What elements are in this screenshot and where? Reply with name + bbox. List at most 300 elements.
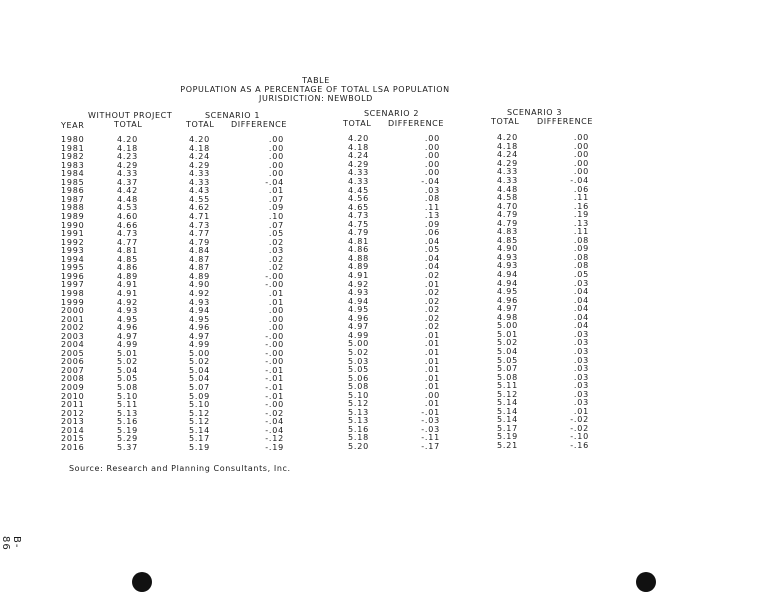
table-cell-s3d: .04 xyxy=(573,287,589,297)
table-cell-s2t: 4.89 xyxy=(348,262,370,272)
table-cell-s2t: 4.81 xyxy=(348,236,370,246)
table-cell-s3d: .11 xyxy=(573,227,589,237)
table-cell-year: 2010 xyxy=(61,391,85,401)
table-cell-wp: 4.89 xyxy=(117,271,139,281)
table-cell-s2d: .09 xyxy=(424,219,440,229)
table-cell-wp: 4.23 xyxy=(117,152,139,162)
table-cell-s2t: 5.03 xyxy=(348,356,370,366)
table-cell-s1d: .00 xyxy=(268,314,284,324)
table-cell-s2t: 5.08 xyxy=(348,382,370,392)
table-cell-year: 1985 xyxy=(61,177,85,187)
table-cell-s1d: .09 xyxy=(268,203,284,213)
table-cell-s3d: .03 xyxy=(573,338,589,348)
table-cell-wp: 5.01 xyxy=(117,348,139,358)
table-cell-s1t: 4.71 xyxy=(189,211,211,221)
table-cell-s1d: -.04 xyxy=(265,417,284,427)
table-cell-year: 1994 xyxy=(61,254,85,264)
table-cell-year: 2001 xyxy=(61,314,85,324)
table-cell-wp: 5.10 xyxy=(117,391,139,401)
table-cell-s1t: 5.04 xyxy=(189,374,211,384)
table-cell-wp: 5.37 xyxy=(117,442,139,452)
table-cell-s1t: 5.12 xyxy=(189,417,211,427)
table-cell-wp: 4.97 xyxy=(117,331,139,341)
table-cell-s3t: 5.04 xyxy=(497,346,519,356)
table-cell-s1d: .01 xyxy=(268,297,284,307)
table-cell-s3t: 4.33 xyxy=(497,167,519,177)
table-cell-s2d: .04 xyxy=(424,236,440,246)
table-cell-s2d: .04 xyxy=(424,262,440,272)
table-cell-wp: 4.42 xyxy=(117,186,139,196)
table-cell-s3t: 4.18 xyxy=(497,141,519,151)
table-cell-s3d: .00 xyxy=(573,167,589,177)
table-cell-s2d: .01 xyxy=(424,339,440,349)
source-note: Source: Research and Planning Consultants, Inc. xyxy=(69,464,291,473)
table-cell-s1d: .10 xyxy=(268,211,284,221)
table-cell-s3t: 4.48 xyxy=(497,184,519,194)
table-cell-s3d: .04 xyxy=(573,312,589,322)
table-cell-s3t: 5.17 xyxy=(497,423,519,433)
table-cell-s2d: .03 xyxy=(424,185,440,195)
table-cell-s3t: 5.08 xyxy=(497,372,519,382)
table-cell-s1d: .07 xyxy=(268,220,284,230)
table-cell-s3d: .04 xyxy=(573,295,589,305)
table-cell-s2t: 4.93 xyxy=(348,288,370,298)
table-cell-s1d: .01 xyxy=(268,186,284,196)
table-cell-year: 1991 xyxy=(61,229,85,239)
table-cell-s2t: 4.96 xyxy=(348,313,370,323)
table-cell-s3t: 5.12 xyxy=(497,389,519,399)
table-cell-s3d: .03 xyxy=(573,278,589,288)
table-cell-year: 1984 xyxy=(61,169,85,179)
table-cell-wp: 4.37 xyxy=(117,177,139,187)
table-cell-s3t: 4.94 xyxy=(497,278,519,288)
table-cell-s1d: -.00 xyxy=(265,280,284,290)
table-cell-s1d: .00 xyxy=(268,160,284,170)
table-cell-wp: 4.53 xyxy=(117,203,139,213)
table-cell-wp: 4.93 xyxy=(117,306,139,315)
table-cell-s1t: 4.55 xyxy=(189,194,211,204)
header-scenario-1: SCENARIO 1 xyxy=(205,111,261,120)
table-cell-s3d: .03 xyxy=(573,364,589,374)
table-cell-s3t: 5.19 xyxy=(497,432,519,442)
table-cell-s2d: .04 xyxy=(424,253,440,263)
table-cell-s1t: 4.18 xyxy=(189,143,211,153)
table-cell-s3t: 4.85 xyxy=(497,235,519,245)
table-cell-s1t: 4.94 xyxy=(189,306,211,315)
table-cell-wp: 4.77 xyxy=(117,237,139,247)
table-cell-s2d: .00 xyxy=(424,134,440,144)
table-cell-wp: 4.86 xyxy=(117,263,139,273)
table-cell-s1t: 4.33 xyxy=(189,177,211,187)
table-cell-s2d: .02 xyxy=(424,322,440,332)
table-cell-s2d: -.11 xyxy=(421,433,440,443)
table-cell-year: 1983 xyxy=(61,160,85,170)
table-cell-s2t: 4.91 xyxy=(348,271,370,280)
header-scenario-3: SCENARIO 3 xyxy=(507,108,563,117)
table-cell-s3t: 5.02 xyxy=(497,338,519,348)
table-cell-s2d: .01 xyxy=(424,399,440,409)
table-cell-s1t: 4.87 xyxy=(189,263,211,273)
table-cell-s3t: 4.98 xyxy=(497,312,519,322)
table-cell-s1d: .00 xyxy=(268,143,284,153)
table-cell-s2d: .02 xyxy=(424,271,440,280)
table-cell-s2d: .08 xyxy=(424,194,440,204)
table-cell-s2d: .00 xyxy=(424,142,440,152)
table-cell-s2t: 4.73 xyxy=(348,211,370,221)
table-cell-year: 1999 xyxy=(61,297,85,307)
table-cell-s1d: -.01 xyxy=(265,365,284,375)
table-cell-s1t: 5.02 xyxy=(189,357,211,367)
table-cell-s2t: 4.86 xyxy=(348,245,370,255)
table-cell-s1t: 4.93 xyxy=(189,297,211,307)
table-cell-s2t: 4.33 xyxy=(348,168,370,178)
table-cell-wp: 4.91 xyxy=(117,288,139,298)
table-cell-s3d: .16 xyxy=(573,201,589,211)
table-cell-s3t: 4.83 xyxy=(497,227,519,237)
table-cell-s2t: 4.56 xyxy=(348,194,370,204)
table-cell-wp: 5.29 xyxy=(117,434,139,444)
table-cell-year: 1988 xyxy=(61,203,85,213)
table-cell-s1d: .02 xyxy=(268,263,284,273)
table-cell-s2t: 5.13 xyxy=(348,416,370,426)
table-cell-s2d: .02 xyxy=(424,296,440,306)
table-cell-s1d: -.04 xyxy=(265,425,284,435)
table-cell-s2d: .06 xyxy=(424,228,440,238)
table-cell-s1d: -.00 xyxy=(265,271,284,281)
table-cell-s3t: 4.95 xyxy=(497,287,519,297)
table-cell-s3d: .00 xyxy=(573,133,589,143)
table-cell-s1t: 4.92 xyxy=(189,288,211,298)
table-cell-s2t: 5.06 xyxy=(348,373,370,383)
table-cell-year: 2002 xyxy=(61,323,85,333)
table-cell-year: 2011 xyxy=(61,400,85,410)
table-cell-s3d: -.02 xyxy=(570,415,589,425)
table-cell-s3d: .05 xyxy=(573,270,589,279)
table-cell-s1t: 4.97 xyxy=(189,331,211,341)
table-cell-s3d: -.02 xyxy=(570,423,589,433)
table-cell-wp: 4.85 xyxy=(117,254,139,264)
table-cell-s2t: 5.16 xyxy=(348,424,370,434)
table-cell-s1t: 5.07 xyxy=(189,383,211,392)
table-cell-s3d: -.04 xyxy=(570,175,589,185)
table-cell-s3d: .09 xyxy=(573,244,589,254)
table-cell-s1d: -.00 xyxy=(265,340,284,350)
table-cell-s1d: .03 xyxy=(268,246,284,256)
table-cell-s2t: 5.18 xyxy=(348,433,370,443)
table-cell-s3d: .19 xyxy=(573,210,589,220)
header-wp-total: TOTAL xyxy=(114,120,143,129)
table-cell-s2d: .00 xyxy=(424,151,440,161)
table-cell-year: 1992 xyxy=(61,237,85,247)
table-cell-year: 2013 xyxy=(61,417,85,427)
table-cell-s2t: 4.24 xyxy=(348,151,370,161)
table-cell-wp: 4.18 xyxy=(117,143,139,153)
table-cell-s2d: .01 xyxy=(424,382,440,392)
table-cell-s2d: .01 xyxy=(424,347,440,357)
table-cell-wp: 4.60 xyxy=(117,211,139,221)
table-cell-year: 2009 xyxy=(61,383,85,392)
table-cell-year: 1993 xyxy=(61,246,85,256)
table-cell-s1t: 4.29 xyxy=(189,160,211,170)
table-cell-s3t: 5.21 xyxy=(497,441,519,450)
table-cell-wp: 4.66 xyxy=(117,220,139,230)
table-cell-s2t: 5.20 xyxy=(348,442,370,451)
table-cell-s2d: -.04 xyxy=(421,176,440,186)
table-cell-year: 1990 xyxy=(61,220,85,230)
table-cell-year: 1998 xyxy=(61,288,85,298)
table-cell-wp: 5.11 xyxy=(117,400,139,410)
table-cell-year: 2016 xyxy=(61,442,85,452)
table-cell-s1d: .01 xyxy=(268,288,284,298)
table-cell-s3d: .08 xyxy=(573,235,589,245)
table-cell-s3d: .00 xyxy=(573,158,589,168)
table-cell-s3d: .06 xyxy=(573,184,589,194)
table-cell-s1t: 4.79 xyxy=(189,237,211,247)
table-cell-s1t: 4.62 xyxy=(189,203,211,213)
table-cell-s1t: 4.87 xyxy=(189,254,211,264)
table-cell-year: 1982 xyxy=(61,152,85,162)
table-cell-year: 1981 xyxy=(61,143,85,153)
table-cell-s3d: -.16 xyxy=(570,441,589,450)
table-cell-s2d: .05 xyxy=(424,245,440,255)
table-cell-s1t: 4.95 xyxy=(189,314,211,324)
table-cell-s2d: .00 xyxy=(424,159,440,169)
table-cell-s1d: .00 xyxy=(268,169,284,179)
table-cell-wp: 4.20 xyxy=(117,135,139,144)
table-cell-s2d: -.03 xyxy=(421,424,440,434)
table-cell-s3d: .03 xyxy=(573,355,589,365)
table-cell-s3t: 4.70 xyxy=(497,201,519,211)
table-cell-s1d: .00 xyxy=(268,306,284,315)
table-cell-s2d: .00 xyxy=(424,390,440,400)
table-cell-year: 2015 xyxy=(61,434,85,444)
table-cell-s2d: .01 xyxy=(424,330,440,340)
table-cell-s3t: 4.79 xyxy=(497,218,519,228)
table-cell-wp: 5.05 xyxy=(117,374,139,384)
table-cell-s3t: 4.97 xyxy=(497,304,519,314)
table-cell-s1t: 5.10 xyxy=(189,400,211,410)
table-cell-s2t: 5.02 xyxy=(348,347,370,357)
table-cell-s1t: 4.99 xyxy=(189,340,211,350)
table-cell-s2t: 4.33 xyxy=(348,176,370,186)
table-cell-s1d: -.00 xyxy=(265,331,284,341)
table-cell-s1t: 5.17 xyxy=(189,434,211,444)
table-cell-year: 2007 xyxy=(61,365,85,375)
table-cell-s2d: .13 xyxy=(424,211,440,221)
table-cell-s3t: 4.79 xyxy=(497,210,519,220)
table-cell-year: 2014 xyxy=(61,425,85,435)
table-cell-s1t: 4.43 xyxy=(189,186,211,196)
table-cell-s3t: 4.29 xyxy=(497,158,519,168)
table-cell-s1d: .05 xyxy=(268,229,284,239)
table-cell-year: 1980 xyxy=(61,135,85,144)
table-cell-s2t: 4.18 xyxy=(348,142,370,152)
table-cell-wp: 5.02 xyxy=(117,357,139,367)
table-cell-year: 1989 xyxy=(61,211,85,221)
header-s3-difference: DIFFERENCE xyxy=(537,117,594,126)
table-cell-s1d: .02 xyxy=(268,254,284,264)
table-cell-s2t: 4.95 xyxy=(348,305,370,315)
table-cell-s1d: .00 xyxy=(268,135,284,144)
table-cell-year: 1986 xyxy=(61,186,85,196)
table-cell-s3d: .03 xyxy=(573,381,589,391)
table-cell-s3t: 4.20 xyxy=(497,133,519,143)
table-cell-year: 1997 xyxy=(61,280,85,290)
header-without-project: WITHOUT PROJECT xyxy=(88,111,173,120)
table-cell-wp: 5.13 xyxy=(117,408,139,418)
table-cell-s1d: -.19 xyxy=(265,442,284,452)
header-year: YEAR xyxy=(61,121,85,130)
table-cell-s2d: .02 xyxy=(424,288,440,298)
table-cell-s3d: .04 xyxy=(573,304,589,314)
table-cell-s2t: 4.94 xyxy=(348,296,370,306)
table-cell-wp: 5.04 xyxy=(117,365,139,375)
table-cell-s2t: 5.00 xyxy=(348,339,370,349)
table-cell-s3t: 5.14 xyxy=(497,398,519,408)
table-cell-s2d: .11 xyxy=(424,202,440,212)
table-cell-s1d: -.12 xyxy=(265,434,284,444)
header-s2-difference: DIFFERENCE xyxy=(388,119,445,128)
header-s2-total: TOTAL xyxy=(343,119,372,128)
table-cell-s1d: -.01 xyxy=(265,374,284,384)
table-cell-s3t: 5.01 xyxy=(497,329,519,339)
table-cell-s1d: .07 xyxy=(268,194,284,204)
table-cell-s3t: 4.96 xyxy=(497,295,519,305)
table-cell-wp: 4.95 xyxy=(117,314,139,324)
table-cell-s1d: -.00 xyxy=(265,357,284,367)
table-cell-s1t: 5.12 xyxy=(189,408,211,418)
table-cell-wp: 4.48 xyxy=(117,194,139,204)
table-cell-s2d: .01 xyxy=(424,373,440,383)
table-cell-s1d: -.00 xyxy=(265,400,284,410)
table-cell-s1t: 5.14 xyxy=(189,425,211,435)
table-cell-s1t: 4.90 xyxy=(189,280,211,290)
table-cell-wp: 4.91 xyxy=(117,280,139,290)
table-cell-s3d: .03 xyxy=(573,389,589,399)
table-cell-s3t: 5.11 xyxy=(497,381,519,391)
table-cell-s1t: 4.84 xyxy=(189,246,211,256)
table-cell-s1d: -.04 xyxy=(265,177,284,187)
table-cell-s2t: 4.20 xyxy=(348,134,370,144)
table-cell-wp: 4.73 xyxy=(117,229,139,239)
table-cell-s2t: 4.99 xyxy=(348,330,370,340)
table-cell-year: 2008 xyxy=(61,374,85,384)
table-cell-s3d: -.10 xyxy=(570,432,589,442)
table-cell-wp: 5.08 xyxy=(117,383,139,392)
table-cell-s1d: .00 xyxy=(268,323,284,333)
table-cell-wp: 4.29 xyxy=(117,160,139,170)
table-cell-year: 2012 xyxy=(61,408,85,418)
table-cell-s2t: 4.65 xyxy=(348,202,370,212)
table-cell-s1d: -.01 xyxy=(265,383,284,392)
table-cell-s3d: .01 xyxy=(573,406,589,416)
table-cell-s3t: 5.00 xyxy=(497,321,519,331)
table-cell-s1t: 5.19 xyxy=(189,442,211,452)
table-cell-s3t: 4.93 xyxy=(497,261,519,271)
table-cell-s3d: .00 xyxy=(573,141,589,151)
header-scenario-2: SCENARIO 2 xyxy=(364,109,420,118)
table-cell-wp: 5.16 xyxy=(117,417,139,427)
table-cell-s2t: 5.12 xyxy=(348,399,370,409)
table-cell-s2t: 4.29 xyxy=(348,159,370,169)
table-cell-s1t: 4.73 xyxy=(189,220,211,230)
table-cell-s2d: -.17 xyxy=(421,442,440,451)
table-cell-s3t: 4.33 xyxy=(497,175,519,185)
table-cell-year: 2004 xyxy=(61,340,85,350)
table-cell-s3d: .00 xyxy=(573,150,589,160)
table-cell-s2d: .02 xyxy=(424,313,440,323)
page-number-side xyxy=(0,268,40,551)
table-cell-year: 2005 xyxy=(61,348,85,358)
table-cell-s2d: -.01 xyxy=(421,407,440,417)
table-cell-s2t: 4.88 xyxy=(348,253,370,263)
table-cell-year: 2000 xyxy=(61,306,85,315)
table-cell-s3d: .11 xyxy=(573,193,589,203)
table-cell-s1t: 5.04 xyxy=(189,365,211,375)
table-cell-s3t: 4.93 xyxy=(497,252,519,262)
table-jurisdiction: JURISDICTION: NEWBOLD xyxy=(259,94,373,103)
table-cell-s2d: .00 xyxy=(424,168,440,178)
table-cell-s3d: .08 xyxy=(573,261,589,271)
table-cell-s2t: 4.79 xyxy=(348,228,370,238)
table-cell-s1d: -.01 xyxy=(265,391,284,401)
table-cell-s2d: .01 xyxy=(424,365,440,375)
table-cell-s2d: -.03 xyxy=(421,416,440,426)
table-cell-s2t: 5.13 xyxy=(348,407,370,417)
table-cell-year: 1987 xyxy=(61,194,85,204)
table-cell-wp: 4.33 xyxy=(117,169,139,179)
punch-hole-left xyxy=(132,572,152,592)
table-cell-s1t: 4.33 xyxy=(189,169,211,179)
table-cell-s3d: .03 xyxy=(573,329,589,339)
header-s3-total: TOTAL xyxy=(491,117,520,126)
table-cell-wp: 4.81 xyxy=(117,246,139,256)
table-cell-s1t: 4.89 xyxy=(189,271,211,281)
table-cell-s2d: .02 xyxy=(424,305,440,315)
table-cell-s2d: .01 xyxy=(424,279,440,289)
table-cell-s2t: 5.05 xyxy=(348,365,370,375)
table-cell-wp: 5.19 xyxy=(117,425,139,435)
table-cell-s3t: 5.05 xyxy=(497,355,519,365)
table-cell-year: 1995 xyxy=(61,263,85,273)
table-cell-s1d: -.00 xyxy=(265,348,284,358)
table-cell-s3d: .03 xyxy=(573,372,589,382)
table-cell-s3t: 4.90 xyxy=(497,244,519,254)
table-cell-wp: 4.92 xyxy=(117,297,139,307)
header-s1-total: TOTAL xyxy=(186,120,215,129)
table-cell-s3t: 4.24 xyxy=(497,150,519,160)
table-cell-s1t: 4.96 xyxy=(189,323,211,333)
table-cell-s3d: .03 xyxy=(573,346,589,356)
table-cell-s1d: .02 xyxy=(268,237,284,247)
table-cell-s3d: .13 xyxy=(573,218,589,228)
table-cell-s3t: 5.07 xyxy=(497,364,519,374)
table-cell-s3d: .08 xyxy=(573,252,589,262)
table-cell-s3d: .03 xyxy=(573,398,589,408)
table-cell-wp: 4.99 xyxy=(117,340,139,350)
table-subtitle: POPULATION AS A PERCENTAGE OF TOTAL LSA POPULATION xyxy=(180,85,450,94)
table-cell-s3d: .04 xyxy=(573,321,589,331)
table-cell-s1t: 4.77 xyxy=(189,229,211,239)
punch-hole-right xyxy=(636,572,656,592)
table-cell-s1t: 5.00 xyxy=(189,348,211,358)
table-cell-s2t: 4.45 xyxy=(348,185,370,195)
table-cell-s1t: 4.24 xyxy=(189,152,211,162)
table-cell-s2t: 5.10 xyxy=(348,390,370,400)
table-cell-s1t: 5.09 xyxy=(189,391,211,401)
table-cell-s2d: .01 xyxy=(424,356,440,366)
table-cell-wp: 4.96 xyxy=(117,323,139,333)
